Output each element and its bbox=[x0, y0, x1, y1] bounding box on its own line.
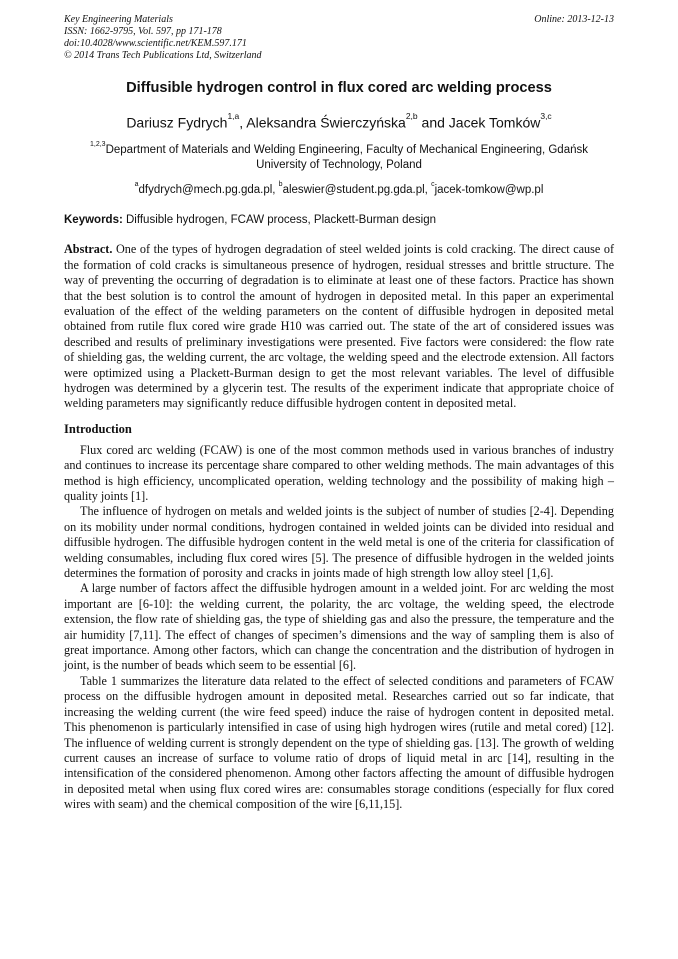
abstract bbox=[64, 242, 614, 411]
author-list bbox=[64, 111, 614, 131]
intro-paragraph: The influence of hydrogen on metals and welded joints is the subject of number of studies [2-4]. Depending on its mobility under normal conditions, hydrogen contained in welded joints can be divided into residual and diffusible hydrogen. The diffusible hydrogen content in the weld metal is one of the criteria for classification of welding consumables, including flux cored wires [5]. The presence of diffusible hydrogen in the welded joints determines the formation of porosity and cracks in joints made of high strength low alloy steel [1,6]. bbox=[64, 504, 614, 581]
intro-paragraph: Table 1 summarizes the literature data related to the effect of selected conditions and parameters of FCAW process on the diffusible hydrogen amount in deposited metal. Researches carried out so far indicate, that increasing the welding current (the wire feed speed) induce the raise of hydrogen content in deposited metal. This phenomenon is particularly intensified in case of using high hydrogen wires (rutile and metal cored) [12]. The influence of welding current is strongly dependent on the type of shielding gas. [13]. The growth of welding current causes an increase of surface to volume ratio of drops of liquid metal in arc [14], resulting in the intensification of the considered phenomenon. Among other factors affecting the amount of diffusible hydrogen in deposited metal when using flux cored wires are: consumables storage conditions (especially for flux cored wires with seam) and the chemical composition of the wire [6,11,15]. bbox=[64, 673, 614, 812]
affiliation-line: University of Technology, Poland bbox=[256, 159, 422, 172]
author-name: Dariusz Fydrych bbox=[126, 114, 228, 131]
keywords-text: Diffusible hydrogen, FCAW process, Plackett-Burman design bbox=[126, 214, 436, 227]
paper-page bbox=[64, 14, 614, 813]
journal-header bbox=[64, 14, 614, 62]
affiliation bbox=[64, 139, 614, 174]
affiliation-line: Department of Materials and Welding Engineering, Faculty of Mechanical Engineering, Gdańsk bbox=[105, 143, 588, 156]
author-separator: , bbox=[239, 114, 247, 131]
email-address[interactable]: aleswier@student.pg.gda.pl bbox=[282, 184, 425, 197]
affiliation-superscript: 1,2,3 bbox=[90, 140, 106, 148]
section-heading: Introduction bbox=[64, 421, 132, 436]
author-superscript: 3,c bbox=[540, 111, 552, 121]
email-separator: , bbox=[424, 184, 432, 197]
email-address[interactable]: dfydrych@mech.pg.gda.pl bbox=[138, 184, 273, 197]
paper-title: Diffusible hydrogen control in flux cored arc welding process bbox=[126, 80, 552, 96]
author-superscript: 2,b bbox=[405, 111, 418, 121]
abstract-label: Abstract. bbox=[64, 242, 113, 257]
author-and: and bbox=[417, 114, 449, 131]
email-superscript: c bbox=[431, 181, 435, 189]
email-superscript: b bbox=[278, 181, 283, 189]
journal-name: Key Engineering Materials bbox=[64, 14, 173, 25]
online-date: Online: 2013-12-13 bbox=[534, 14, 614, 25]
email-address[interactable]: jacek-tomkow@wp.pl bbox=[434, 184, 544, 197]
doi-line: doi:10.4028/www.scientific.net/KEM.597.171 bbox=[64, 38, 247, 49]
issn-line: ISSN: 1662-9795, Vol. 597, pp 171-178 bbox=[64, 26, 222, 37]
copyright-line: © 2014 Trans Tech Publications Ltd, Switzerland bbox=[64, 50, 262, 61]
intro-paragraph: Flux cored arc welding (FCAW) is one of the most common methods used in various branches of industry and continues to increase its percentage share compared to other welding methods. The main advantages of this method is high efficiency, uncomplicated operation, welding technology and the possibility of making high – quality joints [1]. bbox=[64, 442, 614, 503]
email-list bbox=[64, 183, 614, 196]
keywords-label: Keywords: bbox=[64, 214, 123, 227]
author-name: Aleksandra Świerczyńska bbox=[246, 114, 406, 131]
abstract-text: One of the types of hydrogen degradation of steel welded joints is cold cracking. The direct cause of the formation of cold cracks is simultaneous presence of hydrogen, residual stresses and brittle structure. The way of preventing the occurring of degradation is to eliminate at least one of these factors. Practice has shown that the best solution is to control the amount of hydrogen in deposited metal. In this paper an experimental evaluation of the effect of the welding parameters on the content of diffusible hydrogen in deposited metal obtained from rutile flux cored wire grade H10 was carried out. The state of the art of considered issues was described and results of preliminary investigations were presented. Five factors were considered: the flow rate of shielding gas, the welding current, the arc voltage, the welding speed and the electrode extension. All factors were optimized using a Plackett-Burman design to get the most relevant variables. The level of diffusible hydrogen was determined by a glycerin test. The results of the experiment indicate that appropriate choice of welding parameters may significantly reduce diffusible hydrogen content in deposited metal. bbox=[64, 242, 615, 411]
email-separator: , bbox=[272, 184, 279, 197]
email-superscript: a bbox=[134, 181, 139, 189]
keywords bbox=[64, 214, 614, 226]
author-name: Jacek Tomków bbox=[448, 114, 541, 131]
author-superscript: 1,a bbox=[227, 111, 240, 121]
intro-paragraph: A large number of factors affect the diffusible hydrogen amount in a welded joint. For arc welding the most important are [6-10]: the welding current, the polarity, the arc voltage, the welding speed, the electrode extension, the flow rate of shielding gas, the type of shielding gas and also the pressure, the temperature and the air humidity [7,11]. The effect of changes of specimen’s dimensions and the way of sampling them is also of great importance. Among other factors, which can change the concentration and the distribution of hydrogen in joint, is the number of beads which seem to be essential [6]. bbox=[64, 581, 614, 673]
